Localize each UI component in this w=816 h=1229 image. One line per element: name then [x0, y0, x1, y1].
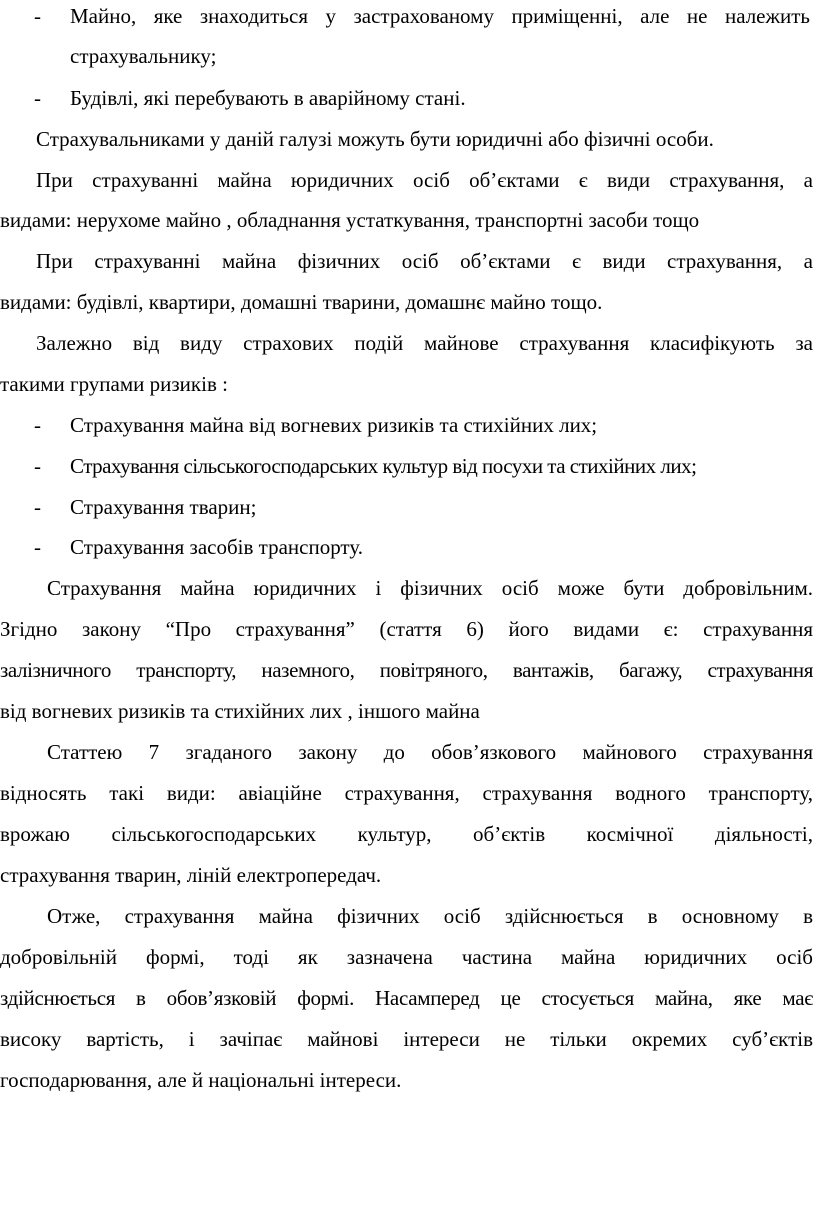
paragraph-line: високу вартість, і зачіпає майнові інтереси не тільки окремих суб’єктів: [0, 1027, 813, 1051]
paragraph-line: господарювання, але й національні інтереси.: [0, 1068, 402, 1092]
paragraph-line: Страхування майна юридичних і фізичних осіб може бути добровільним.: [47, 576, 813, 600]
paragraph-line: залізничного транспорту, наземного, повітряного, вантажів, багажу, страхування: [0, 658, 813, 682]
paragraph-line: Залежно від виду страхових подій майнове страхування класифікують за: [36, 331, 813, 355]
paragraph-line: такими групами ризиків :: [0, 372, 228, 396]
list-marker: -: [34, 535, 41, 559]
paragraph-line: відносять такі види: авіаційне страхування, страхування водного транспорту,: [0, 781, 813, 805]
list-item-text: Майно, яке знаходиться у застрахованому приміщенні, але не належить: [70, 4, 810, 28]
paragraph-line: від вогневих ризиків та стихійних лих , іншого майна: [0, 699, 480, 723]
list-marker: -: [34, 86, 41, 110]
list-marker: -: [34, 495, 41, 519]
list-marker: -: [34, 454, 41, 478]
paragraph-line: При страхуванні майна юридичних осіб об’єктами є види страхування, а: [36, 168, 813, 192]
list-marker: -: [34, 4, 41, 28]
paragraph-line: видами: будівлі, квартири, домашні тварини, домашнє майно тощо.: [0, 290, 603, 314]
paragraph-line: добровільній формі, тоді як зазначена частина майна юридичних осіб: [0, 945, 813, 969]
paragraph-line: здійснюється в обов’язковій формі. Насамперед це стосується майна, яке має: [0, 986, 813, 1010]
paragraph-line: Отже, страхування майна фізичних осіб здійснюється в основному в: [47, 904, 813, 928]
list-item-text: страхувальнику;: [70, 44, 217, 68]
list-marker: -: [34, 413, 41, 437]
paragraph-line: При страхуванні майна фізичних осіб об’єктами є види страхування, а: [36, 249, 813, 273]
paragraph-line: страхування тварин, ліній електропередач.: [0, 863, 382, 887]
list-item-text: Страхування тварин;: [70, 495, 257, 519]
paragraph-line: Страхувальниками у даній галузі можуть бути юридичні або фізичні особи.: [36, 127, 714, 151]
list-item-text: Будівлі, які перебувають в аварійному стані.: [70, 86, 466, 110]
list-item-text: Страхування засобів транспорту.: [70, 535, 363, 559]
paragraph-line: Згідно закону “Про страхування” (стаття 6) його видами є: страхування: [0, 617, 813, 641]
list-item-text: Страхування сільськогосподарських культур від посухи та стихійних лих;: [70, 454, 697, 478]
paragraph-line: видами: нерухоме майно , обладнання устаткування, транспортні засоби тощо: [0, 208, 700, 232]
list-item-text: Страхування майна від вогневих ризиків та стихійних лих;: [70, 413, 598, 437]
paragraph-line: Статтею 7 згаданого закону до обов’язкового майнового страхування: [47, 740, 813, 764]
paragraph-line: врожаю сільськогосподарських культур, об’єктів космічної діяльності,: [0, 822, 813, 846]
